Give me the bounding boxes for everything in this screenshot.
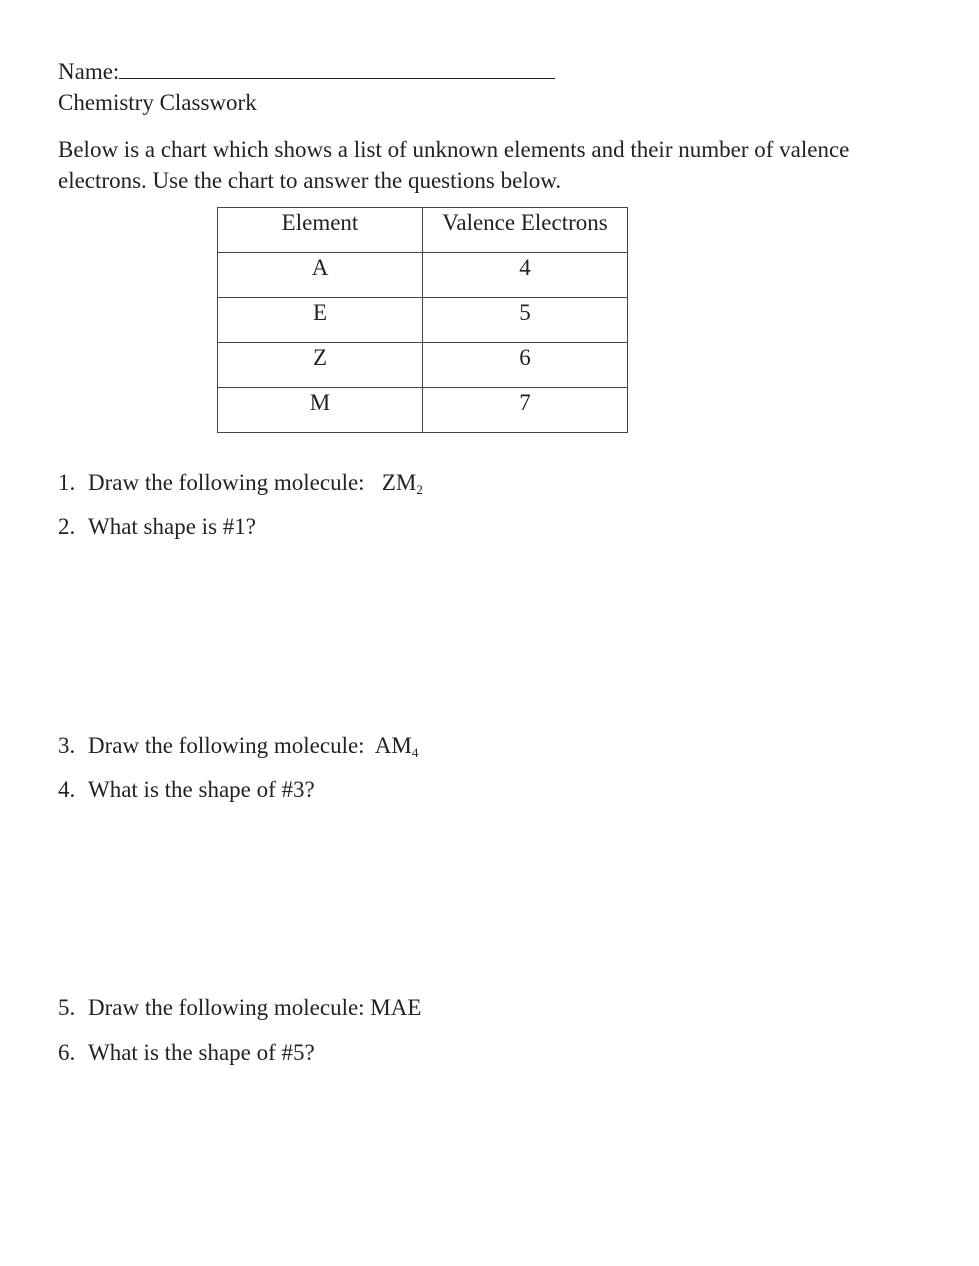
table-cell-valence: 5 [423, 298, 628, 343]
question-text: What shape is #1? [88, 514, 256, 539]
question-number: 4. [58, 777, 76, 802]
question-number: 2. [58, 514, 76, 539]
table-row [218, 388, 628, 433]
table-cell-element: A [218, 253, 423, 298]
question-text: What is the shape of #3? [88, 777, 315, 802]
formula-subscript: 2 [416, 482, 423, 497]
name-field [58, 60, 555, 83]
question-text: Draw the following molecule: [88, 470, 382, 495]
question-number: 6. [58, 1040, 76, 1065]
table-header-row [218, 208, 628, 253]
intro-paragraph: Below is a chart which shows a list of unknown elements and their number of valence electrons. Use the chart to answer the questions below. [58, 137, 850, 193]
column-header-element: Element [218, 208, 423, 253]
valence-electrons-table [217, 207, 628, 433]
question-2 [58, 515, 256, 538]
question-5 [58, 996, 421, 1019]
question-6 [58, 1041, 315, 1064]
name-label: Name: [58, 59, 120, 84]
table-cell-valence: 4 [423, 253, 628, 298]
question-3 [58, 734, 418, 759]
question-number: 5. [58, 995, 76, 1020]
table-row [218, 298, 628, 343]
page-subtitle: Chemistry Classwork [58, 90, 257, 115]
question-number: 3. [58, 733, 76, 758]
table-cell-valence: 7 [423, 388, 628, 433]
table-row [218, 253, 628, 298]
molecule-formula: AM [374, 733, 412, 758]
table-cell-element: Z [218, 343, 423, 388]
table-row [218, 343, 628, 388]
question-text: What is the shape of #5? [88, 1040, 315, 1065]
table-cell-valence: 6 [423, 343, 628, 388]
table-cell-element: M [218, 388, 423, 433]
column-header-valence: Valence Electrons [423, 208, 628, 253]
question-4 [58, 778, 315, 801]
question-1 [58, 471, 423, 496]
table-cell-element: E [218, 298, 423, 343]
name-blank-line [119, 60, 555, 79]
formula-subscript: 4 [411, 745, 419, 760]
question-text: Draw the following molecule: MAE [88, 995, 422, 1020]
question-number: 1. [58, 470, 76, 495]
question-text: Draw the following molecule: [88, 733, 375, 758]
molecule-formula: ZM [381, 470, 417, 495]
